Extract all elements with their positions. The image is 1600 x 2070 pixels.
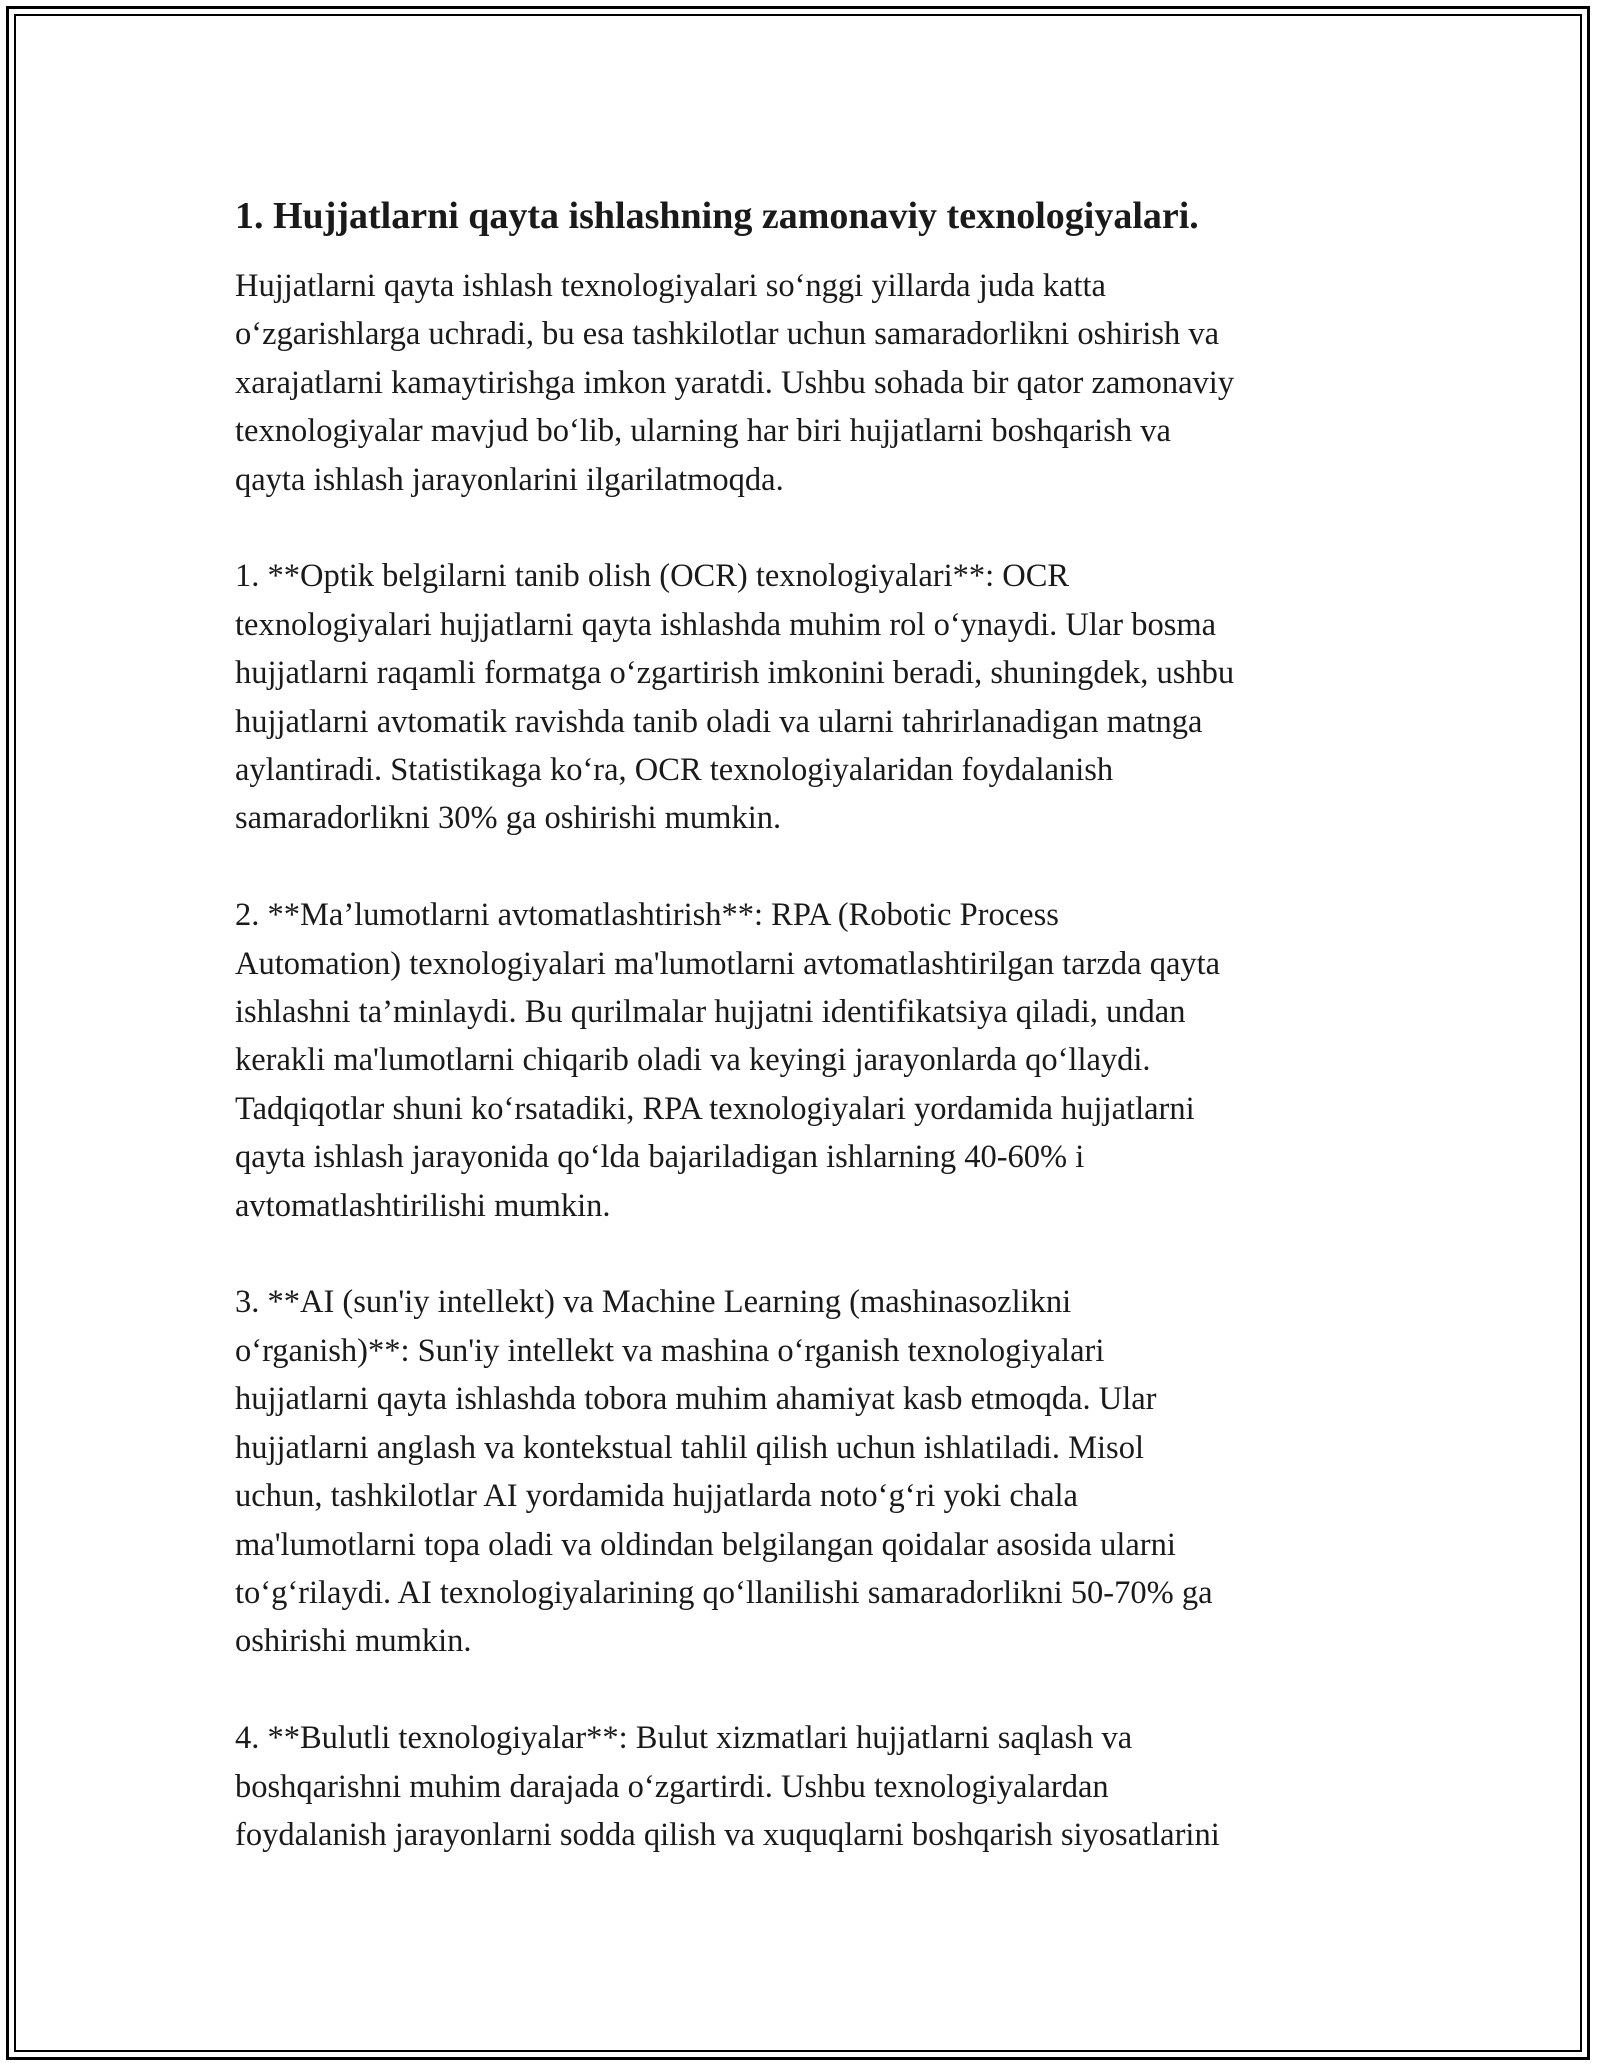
text-line: texnologiyalari hujjatlarni qayta ishlashda muhim rol o‘ynaydi. Ular bosma (235, 606, 1217, 643)
text-line: hujjatlarni anglash va kontekstual tahlil qilish uchun ishlatiladi. Misol (235, 1429, 1144, 1466)
text-line: xarajatlarni kamaytirishga imkon yaratdi. Ushbu sohada bir qator zamonaviy (235, 364, 1235, 401)
text-line: ma'lumotlarni topa oladi va oldindan belgilangan qoidalar asosida ularni (235, 1526, 1176, 1563)
paragraph-rpa (235, 891, 1365, 1230)
text-line: Automation) texnologiyalari ma'lumotlarni avtomatlashtirilgan tarzda qayta (235, 945, 1221, 982)
document-body (235, 192, 1365, 1908)
text-line: oshirishi mumkin. (235, 1623, 472, 1660)
text-line: 4. **Bulutli texnologiyalar**: Bulut xizmatlari hujjatlarni saqlash va (235, 1720, 1133, 1757)
text-line: Tadqiqotlar shuni ko‘rsatadiki, RPA texnologiyalari yordamida hujjatlarni (235, 1090, 1195, 1127)
text-line: Hujjatlarni qayta ishlash texnologiyalari so‘nggi yillarda juda katta (235, 268, 1106, 304)
text-line: texnologiyalar mavjud bo‘lib, ularning har biri hujjatlarni boshqarish va (235, 413, 1171, 450)
text-line: qayta ishlash jarayonlarini ilgarilatmoqda. (235, 461, 784, 498)
text-line: o‘zgarishlarga uchradi, bu esa tashkilotlar uchun samaradorlikni oshirish va (235, 316, 1220, 353)
text-line: hujjatlarni raqamli formatga o‘zgartirish imkonini beradi, shuningdek, ushbu (235, 655, 1235, 692)
text-line: boshqarishni muhim darajada o‘zgartirdi. Ushbu texnologiyalardan (235, 1768, 1109, 1805)
text-line: 2. **Ma’lumotlarni avtomatlashtirish**: RPA (Robotic Process (235, 897, 1059, 934)
text-line: samaradorlikni 30% ga oshirishi mumkin. (235, 800, 782, 837)
paragraph-ocr (235, 552, 1365, 842)
text-line: aylantiradi. Statistikaga ko‘ra, OCR texnologiyalaridan foydalanish (235, 752, 1114, 789)
text-line: o‘rganish)**: Sun'iy intellekt va mashina o‘rganish texnologiyalari (235, 1332, 1105, 1369)
text-line: hujjatlarni qayta ishlashda tobora muhim ahamiyat kasb etmoqda. Ular (235, 1381, 1157, 1418)
text-line: ishlashni ta’minlaydi. Bu qurilmalar hujjatni identifikatsiya qiladi, undan (235, 994, 1186, 1031)
paragraph-ai (235, 1278, 1365, 1665)
paragraph-intro (235, 262, 1365, 504)
text-line: avtomatlashtirilishi mumkin. (235, 1187, 611, 1224)
text-line: qayta ishlash jarayonida qo‘lda bajariladigan ishlarning 40-60% i (235, 1139, 1085, 1176)
text-line: uchun, tashkilotlar AI yordamida hujjatlarda noto‘g‘ri yoki chala (235, 1478, 1078, 1515)
text-line: foydalanish jarayonlarni sodda qilish va xuquqlarni boshqarish siyosatlarini (235, 1816, 1220, 1853)
text-line: 1. **Optik belgilarni tanib olish (OCR) texnologiyalari**: OCR (235, 558, 1070, 595)
paragraph-cloud (235, 1714, 1365, 1859)
text-line: to‘g‘rilaydi. AI texnologiyalarining qo‘llanilishi samaradorlikni 50-70% ga (235, 1574, 1213, 1611)
text-line: 3. **AI (sun'iy intellekt) va Machine Learning (mashinasozlikni (235, 1284, 1072, 1321)
text-line: kerakli ma'lumotlarni chiqarib oladi va keyingi jarayonlarda qo‘llaydi. (235, 1042, 1151, 1079)
section-heading: 1. Hujjatlarni qayta ishlashning zamonaviy texnologiyalari. (235, 195, 1199, 237)
text-line: hujjatlarni avtomatik ravishda tanib oladi va ularni tahrirlanadigan matnga (235, 703, 1203, 740)
